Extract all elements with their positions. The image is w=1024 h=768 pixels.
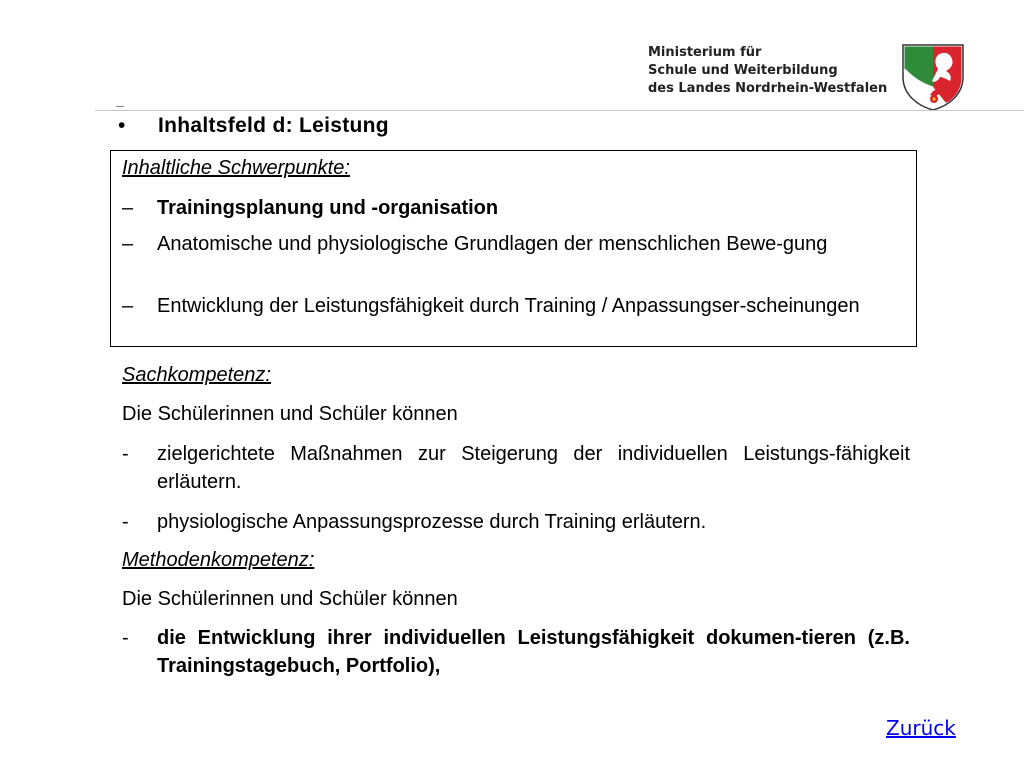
back-link[interactable]: Zurück	[886, 716, 956, 740]
focus-item-text: Entwicklung der Leistungsfähigkeit durch Training / Anpassungser-scheinungen	[157, 295, 860, 317]
ministry-line: Schule und Weiterbildung	[648, 63, 838, 78]
focus-item	[122, 292, 910, 320]
ministry-name	[648, 44, 887, 98]
sachkompetenz-intro: Die Schülerinnen und Schüler können	[122, 403, 458, 425]
methodenkompetenz-heading: Methodenkompetenz:	[122, 549, 315, 571]
methodenkompetenz-item	[122, 624, 910, 680]
divider-tick	[116, 106, 124, 107]
sachkompetenz-item-text: physiologische Anpassungsprozesse durch Training erläutern.	[157, 511, 707, 533]
focus-item	[122, 230, 910, 258]
hyphen-mark: -	[122, 511, 129, 533]
methodenkompetenz-intro: Die Schülerinnen und Schüler können	[122, 588, 458, 610]
header-divider	[95, 110, 1024, 111]
bullet-mark: •	[118, 114, 126, 137]
sachkompetenz-heading: Sachkompetenz:	[122, 364, 271, 386]
sachkompetenz-item	[122, 440, 910, 496]
sachkompetenz-item	[122, 508, 910, 536]
focus-heading: Inhaltliche Schwerpunkte:	[122, 157, 350, 179]
focus-item-text: Anatomische und physiologische Grundlagen der menschlichen Bewe-gung	[157, 233, 828, 255]
methodenkompetenz-item-text: die Entwicklung ihrer individuellen Leistungsfähigkeit dokumen-tieren (z.B. Trainingstagebuch, Portfolio),	[157, 627, 910, 677]
ministry-line: Ministerium für	[648, 45, 762, 60]
dash-mark: –	[122, 233, 134, 255]
hyphen-mark: -	[122, 627, 129, 649]
content-field-title: Inhaltsfeld d: Leistung	[158, 114, 389, 137]
dash-mark: –	[122, 295, 134, 317]
nrw-coat-of-arms-icon	[900, 43, 966, 111]
dash-mark: –	[122, 197, 134, 219]
focus-item-text: Trainingsplanung und -organisation	[157, 197, 499, 219]
focus-item	[122, 194, 910, 222]
ministry-line: des Landes Nordrhein-Westfalen	[648, 81, 888, 96]
sachkompetenz-item-text: zielgerichtete Maßnahmen zur Steigerung der individuellen Leistungs-fähigkeit erläutern.	[157, 443, 910, 493]
hyphen-mark: -	[122, 443, 129, 465]
